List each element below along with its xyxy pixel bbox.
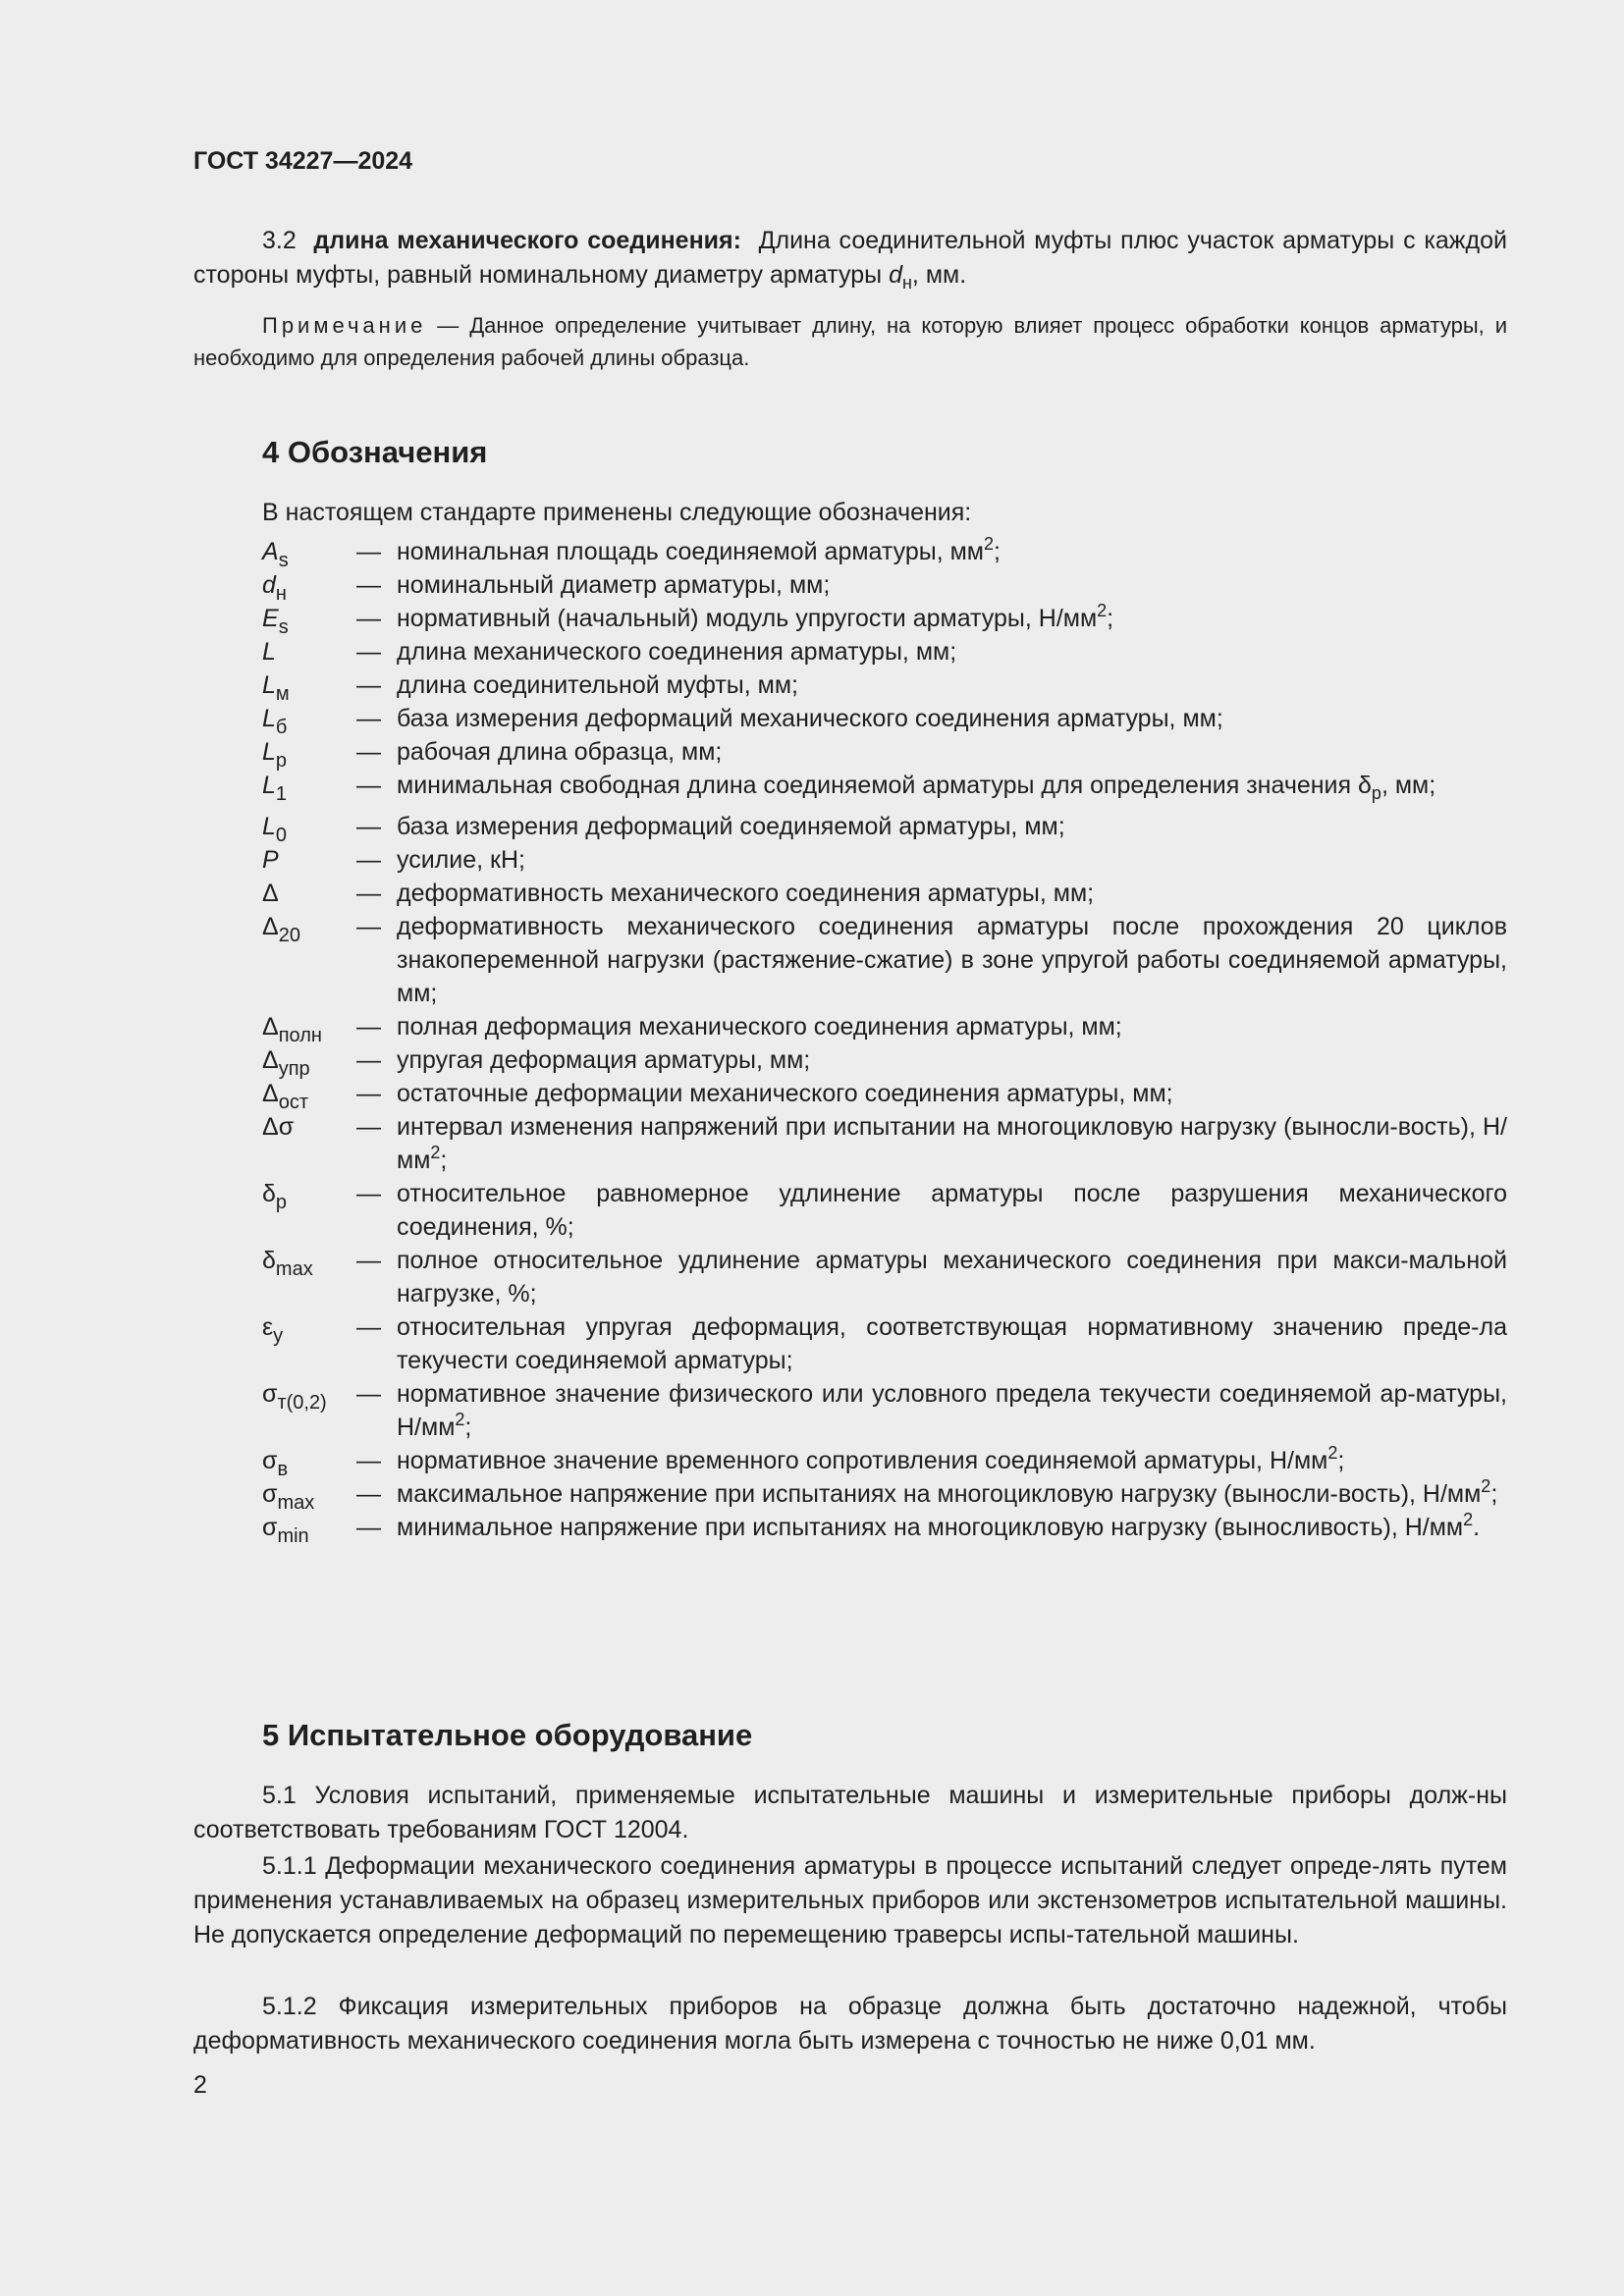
dash: — [356, 846, 381, 874]
symbol-row [262, 1377, 1507, 1444]
symbol-row [262, 601, 1507, 638]
symbol: $\Delta_{20}$ [262, 913, 300, 946]
dash: — [356, 880, 381, 907]
symbol-row [262, 568, 1507, 605]
symbol-description: деформативность механического соединения арматуры, мм; [397, 880, 1095, 907]
symbol: $L_1$ [262, 772, 288, 805]
symbol-row [262, 910, 1507, 1010]
clause-number: 3.2 [262, 227, 297, 254]
dash: — [356, 538, 381, 565]
symbol: $\sigma_{т(0,2)}$ [262, 1380, 327, 1414]
dash: — [356, 1247, 381, 1274]
dash: — [356, 1380, 381, 1408]
symbol-description: интервал изменения напряжений при испытании на многоцикловую нагрузку (выносли-вость), $Н/мм^2$; [397, 1113, 1507, 1174]
symbol-list [262, 534, 1507, 1547]
symbol-description: упругая деформация арматуры, мм; [397, 1046, 811, 1074]
paragraph-5-1-1 [193, 1849, 1507, 1952]
symbol-row [262, 877, 1507, 910]
symbol-description: относительное равномерное удлинение арматуры после разрушения механического соединения, %; [397, 1180, 1507, 1241]
symbol: $\delta_{max}$ [262, 1247, 313, 1280]
dash: — [356, 671, 381, 699]
symbol-description: нормативное значение временного сопротивления соединяемой арматуры, $Н/мм^2$; [397, 1443, 1345, 1474]
dash: — [356, 1480, 381, 1508]
symbol: $E_s$ [262, 605, 289, 638]
document-header: ГОСТ 34227—2024 [193, 147, 413, 175]
symbol-row [262, 668, 1507, 705]
paragraph-5-1-2-text: 5.1.2 Фиксация измерительных приборов на образце должна быть достаточно надежной, чтобы деформативность механического соединения могла быть измерена с точностью не ниже 0,01 мм. [193, 1993, 1507, 2055]
paragraph-5-1-1-text: 5.1.1 Деформации механического соединения арматуры в процессе испытаний следует опреде-лять путем применения устанавливаемых на образец измерительных приборов или экстензометров испытательной машины. Не допускается определение деформаций по перемещению траверсы испы-тательной машины. [193, 1852, 1507, 1949]
symbol-row [262, 769, 1507, 810]
symbol: $d_н$ [262, 571, 287, 605]
symbol-description: номинальный диаметр арматуры, мм; [397, 571, 831, 599]
symbol: $\delta_р$ [262, 1180, 288, 1213]
symbol-row [262, 1010, 1507, 1046]
symbol: $\sigma_{min}$ [262, 1514, 309, 1547]
note-paragraph [193, 309, 1507, 374]
clause-term: длина механического соединения: [313, 227, 741, 254]
symbol: $L_0$ [262, 813, 288, 846]
symbol-row [262, 735, 1507, 772]
dash: — [356, 1013, 381, 1041]
clause-definition: Длина соединительной муфты плюс участок арматуры с каждой стороны муфты, равный номинальному диаметру арматуры [193, 227, 1507, 289]
note-label: Примечание [262, 313, 427, 338]
symbol-description: нормативный (начальный) модуль упругости арматуры, $Н/мм^2$; [397, 601, 1114, 632]
symbol-row [262, 1043, 1507, 1080]
symbol: L [262, 638, 276, 666]
dash: — [356, 1514, 381, 1541]
note-text: — Данное определение учитывает длину, на которую влияет процесс обработки концов арматуры, и необходимо для определения рабочей длины образца. [193, 313, 1507, 370]
symbol-row [262, 843, 1507, 877]
section-5-title: 5 Испытательное оборудование [262, 1718, 753, 1752]
clause-symbol: d [889, 261, 902, 289]
symbol-row [262, 1244, 1507, 1310]
symbol: $\sigma_{max}$ [262, 1480, 315, 1514]
symbol-description: усилие, кН; [397, 846, 525, 874]
dash: — [356, 1447, 381, 1474]
symbol-row [262, 635, 1507, 668]
symbol-description: относительная упругая деформация, соответствующая нормативному значению преде-ла текучести соединяемой арматуры; [397, 1313, 1507, 1374]
symbol-description: остаточные деформации механического соединения арматуры, мм; [397, 1080, 1173, 1107]
symbol-description: длина механического соединения арматуры, мм; [397, 638, 957, 666]
symbol-description: минимальное напряжение при испытаниях на многоцикловую нагрузку (выносливость), $Н/мм^2$. [397, 1510, 1481, 1541]
dash: — [356, 638, 381, 666]
symbol-description: полное относительное удлинение арматуры механического соединения при макси-мальной нагрузке, %; [397, 1247, 1507, 1308]
symbol-row [262, 1510, 1507, 1547]
symbol-row [262, 810, 1507, 846]
dash: — [356, 738, 381, 766]
symbol-row [262, 534, 1507, 571]
symbol: $L_б$ [262, 705, 288, 738]
symbol-description: номинальная площадь соединяемой арматуры, $мм^2$; [397, 534, 1001, 565]
dash: — [356, 1180, 381, 1207]
paragraph-5-1-text: 5.1 Условия испытаний, применяемые испытательные машины и измерительные приборы долж-ны соответствовать требованиям ГОСТ 12004. [193, 1782, 1507, 1843]
symbol-description: полная деформация механического соединения арматуры, мм; [397, 1013, 1122, 1041]
clause-3-2 [193, 224, 1507, 300]
dash: — [356, 772, 381, 799]
symbol: $\Delta_{ост}$ [262, 1080, 308, 1113]
symbol-row [262, 702, 1507, 738]
section-4-intro: В настоящем стандарте применены следующие обозначения: [262, 499, 972, 526]
symbol-row [262, 1443, 1507, 1480]
clause-symbol-sub: н [901, 273, 912, 293]
paragraph-5-1 [193, 1779, 1507, 1847]
symbol-row [262, 1310, 1507, 1377]
symbol-row [262, 1077, 1507, 1113]
symbol: $A_s$ [262, 538, 289, 571]
dash: — [356, 1113, 381, 1141]
symbol: $\Delta_{полн}$ [262, 1013, 322, 1046]
dash: — [356, 571, 381, 599]
symbol-description: минимальная свободная длина соединяемой арматуры для определения значения $\delta_р$, мм; [397, 772, 1436, 803]
symbol-description: деформативность механического соединения арматуры после прохождения 20 циклов знакопеременной нагрузки (растяжение-сжатие) в зоне упругой работы соединяемой арматуры, мм; [397, 913, 1507, 1007]
dash: — [356, 913, 381, 940]
symbol-row [262, 1476, 1507, 1514]
symbol: Δ [262, 880, 279, 907]
symbol-description: рабочая длина образца, мм; [397, 738, 723, 766]
clause-definition-end: , мм. [911, 261, 967, 289]
symbol: $L_р$ [262, 738, 288, 772]
dash: — [356, 705, 381, 732]
page-number: 2 [193, 2071, 207, 2099]
symbol-description: максимальное напряжение при испытаниях на многоцикловую нагрузку (выносли-вость), $Н/мм^2$; [397, 1476, 1498, 1508]
dash: — [356, 813, 381, 840]
symbol: Δσ [262, 1113, 295, 1141]
symbol-description: длина соединительной муфты, мм; [397, 671, 798, 699]
symbol-row [262, 1177, 1507, 1244]
symbol: $\sigma_в$ [262, 1447, 289, 1480]
dash: — [356, 605, 381, 632]
dash: — [356, 1080, 381, 1107]
symbol: $\Delta_{упр}$ [262, 1046, 310, 1080]
symbol-row [262, 1110, 1507, 1177]
symbol-description: база измерения деформаций механического соединения арматуры, мм; [397, 705, 1223, 732]
dash: — [356, 1313, 381, 1341]
paragraph-5-1-2 [193, 1990, 1507, 2058]
section-4-title: 4 Обозначения [262, 435, 488, 469]
symbol: $\varepsilon_y$ [262, 1313, 284, 1347]
symbol: P [262, 846, 279, 874]
symbol: $L_м$ [262, 671, 290, 705]
symbol-description: нормативное значение физического или условного предела текучести соединяемой ар-матуры, $Н/мм^2$; [397, 1380, 1507, 1441]
dash: — [356, 1046, 381, 1074]
symbol-description: база измерения деформаций соединяемой арматуры, мм; [397, 813, 1065, 840]
